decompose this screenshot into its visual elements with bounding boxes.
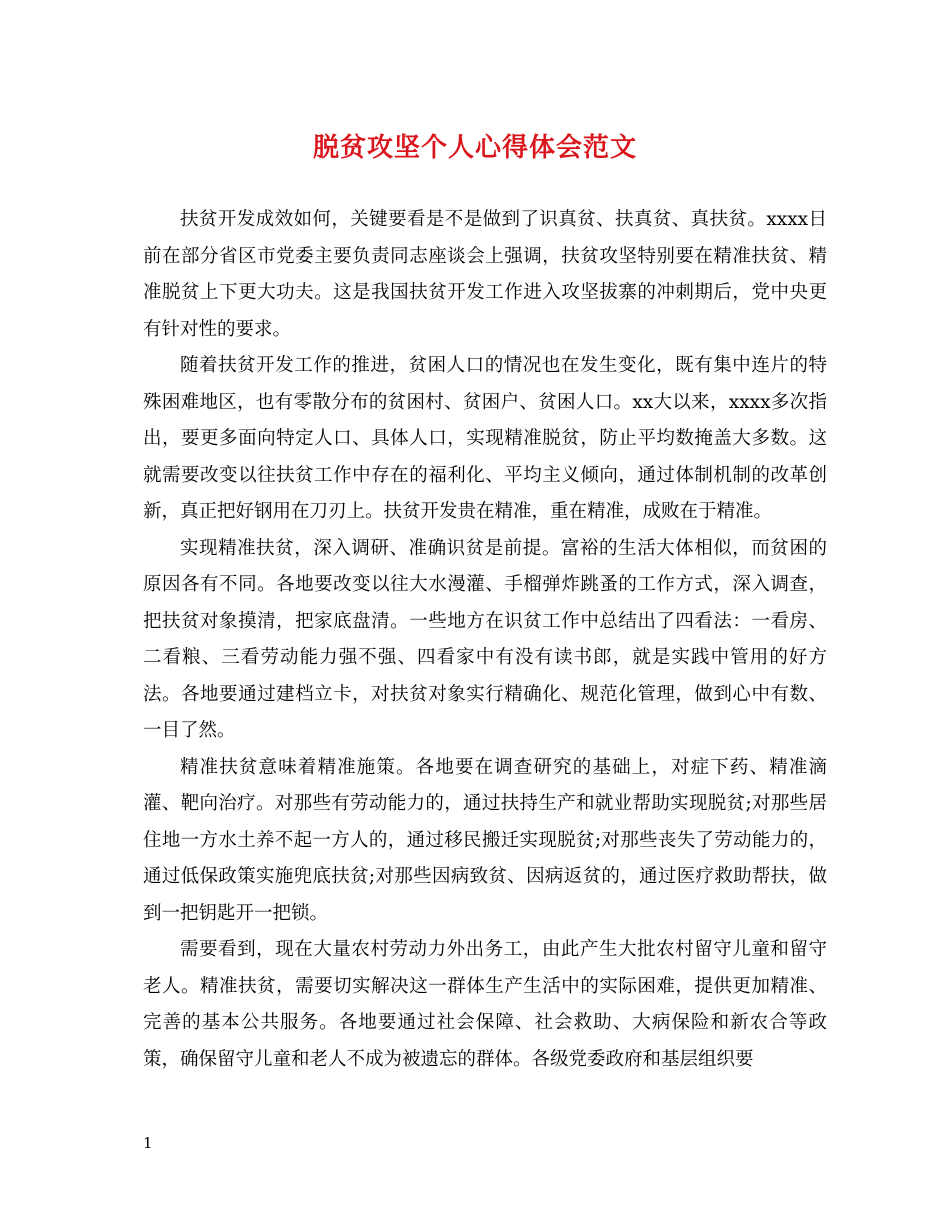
page-number: 1	[143, 1134, 153, 1152]
paragraph-2: 随着扶贫开发工作的推进，贫困人口的情况也在发生变化，既有集中连片的特殊困难地区，也有零散分布的贫困村、贫困户、贫困人口。xx大以来，xxxx多次指出，要更多面向特定人口、具体人口，实现精准脱贫，防止平均数掩盖大多数。这就需要改变以往扶贫工作中存在的福利化、平均主义倾向，通过体制机制的改革创新，真正把好钢用在刀刃上。扶贫开发贵在精准，重在精准，成败在于精准。	[143, 355, 827, 522]
paragraph-4: 精准扶贫意味着精准施策。各地要在调查研究的基础上，对症下药、精准滴灌、靶向治疗。对那些有劳动能力的，通过扶持生产和就业帮助实现脱贫;对那些居住地一方水土养不起一方人的，通过移民搬迁实现脱贫;对那些丧失了劳动能力的，通过低保政策实施兜底扶贫;对那些因病致贫、因病返贫的，通过医疗救助帮扶，做到一把钥匙开一把锁。	[143, 756, 827, 924]
paragraph-1: 扶贫开发成效如何，关键要看是不是做到了识真贫、扶真贫、真扶贫。xxxx日前在部分省区市党委主要负责同志座谈会上强调，扶贫攻坚特别要在精准扶贫、精准脱贫上下更大功夫。这是我国扶贫开发工作进入攻坚拔寨的冲刺期后，党中央更有针对性的要求。	[143, 209, 827, 340]
document-body	[143, 202, 827, 1078]
paragraph-3: 实现精准扶贫，深入调研、准确识贫是前提。富裕的生活大体相似，而贫困的原因各有不同。各地要改变以往大水漫灌、手榴弹炸跳蚤的工作方式，深入调查，把扶贫对象摸清，把家底盘清。一些地方在识贫工作中总结出了四看法：一看房、二看粮、三看劳动能力强不强、四看家中有没有读书郎，就是实践中管用的好方法。各地要通过建档立卡，对扶贫对象实行精确化、规范化管理，做到心中有数、一目了然。	[143, 537, 827, 741]
document-title: 脱贫攻坚个人心得体会范文	[312, 133, 637, 163]
paragraph-5: 需要看到，现在大量农村劳动力外出务工，由此产生大批农村留守儿童和留守老人。精准扶贫，需要切实解决这一群体生产生活中的实际困难，提供更加精准、完善的基本公共服务。各地要通过社会保障、社会救助、大病保险和新农合等政策，确保留守儿童和老人不成为被遗忘的群体。各级党委政府和基层组织要	[143, 939, 827, 1070]
